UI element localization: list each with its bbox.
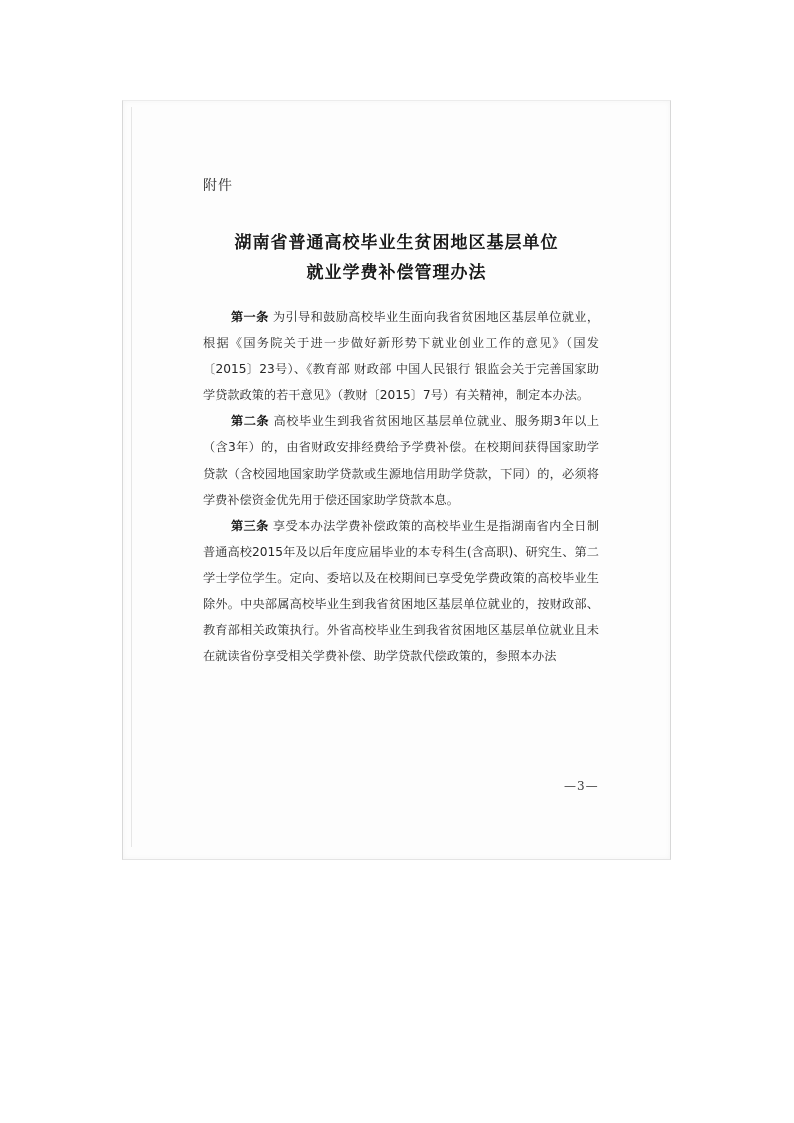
- document-title-line-1: 湖南省普通高校毕业生贫困地区基层单位: [234, 233, 559, 253]
- document-body: [203, 304, 599, 669]
- attachment-label: 附件: [203, 178, 233, 194]
- page-edge-shadow: [131, 107, 132, 847]
- article-2-text: 高校毕业生到我省贫困地区基层单位就业、服务期3年以上（含3年）的，由省财政安排经费给予学费补偿。在校期间获得国家助学贷款（含校园地国家助学贷款或生源地信用助学贷款，下同）的，必须将学费补偿资金优先用于偿还国家助学贷款本息。: [203, 414, 600, 507]
- page-number: —3—: [564, 779, 599, 793]
- article-1: [203, 304, 599, 408]
- scanned-page: [122, 100, 671, 860]
- document-title-line-2: 就业学费补偿管理办法: [306, 263, 487, 283]
- article-3: [203, 513, 599, 670]
- article-3-text: 享受本办法学费补偿政策的高校毕业生是指湖南省内全日制普通高校2015年及以后年度应届毕业的本专科生(含高职)、研究生、第二学士学位学生。定向、委培以及在校期间已享受免学费政策的高校毕业生除外。中央部属高校毕业生到我省贫困地区基层单位就业的，按财政部、教育部相关政策执行。外省高校毕业生到我省贫困地区基层单位就业且未在就读省份享受相关学费补偿、助学贷款代偿政策的，参照本办法: [203, 518, 600, 664]
- article-2: [203, 408, 599, 512]
- article-1-text: 为引导和鼓励高校毕业生面向我省贫困地区基层单位就业，根据《国务院关于进一步做好新形势下就业创业工作的意见》（国发〔2015〕23号）、《教育部 财政部 中国人民银行 银监会关于完善国家助学贷款政策的若干意见》（教财〔2015〕7号）有关精神，制定本办法。: [203, 310, 600, 403]
- article-1-heading: 第一条: [231, 310, 269, 324]
- article-3-heading: 第三条: [231, 518, 269, 533]
- article-2-heading: 第二条: [231, 414, 270, 429]
